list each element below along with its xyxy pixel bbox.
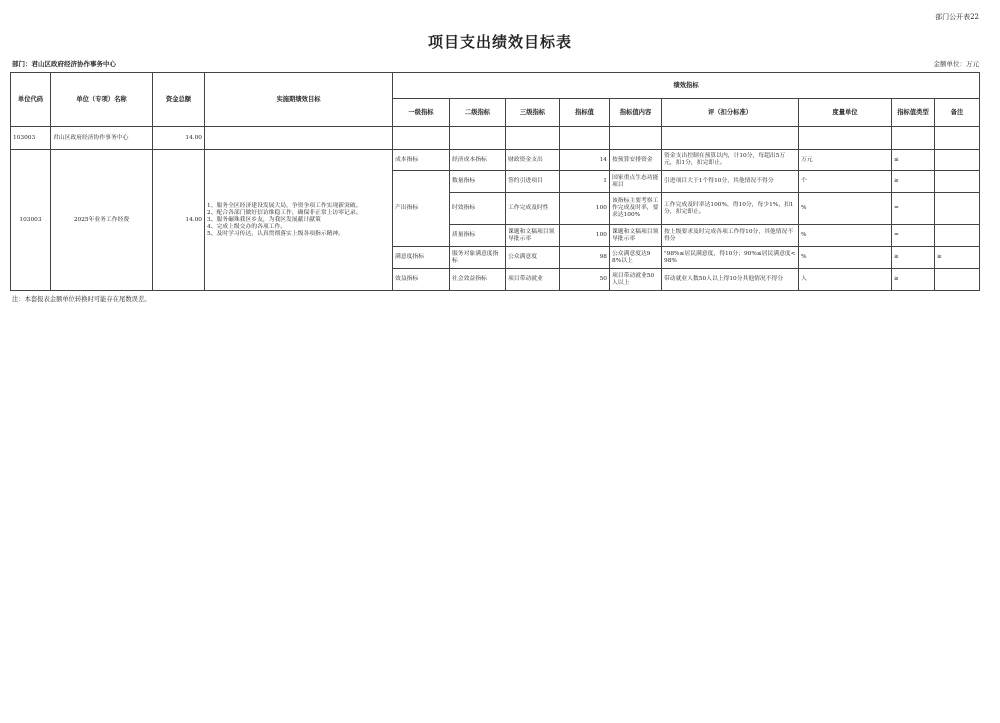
level3-cell: 工作完成及时性 xyxy=(506,193,560,225)
header-goal: 实施期绩效目标 xyxy=(205,73,393,127)
unit-cell: % xyxy=(799,247,892,269)
remark-cell xyxy=(935,150,980,171)
level2-cell: 数量指标 xyxy=(450,171,506,193)
remark-cell: ≥ xyxy=(935,247,980,269)
table-number-label: 部门公开表22 xyxy=(935,13,979,21)
type-cell: = xyxy=(892,193,935,225)
level2-cell: 社会效益指标 xyxy=(450,269,506,291)
goal-line: 1、服务全区经济建设发展大局，争资争项工作实现新突破。 xyxy=(207,202,362,209)
goal-line: 2、配合各部门做好信访维稳工作，确保非正常上访零记录。 xyxy=(207,209,362,216)
header-remark: 备注 xyxy=(935,99,980,127)
value-cell: 14 xyxy=(560,150,610,171)
goal-line: 5、及时学习传达，认真贯彻落实上级各项指示精神。 xyxy=(207,230,345,237)
org-amount: 14.00 xyxy=(153,127,205,150)
header-unit-code: 单位代码 xyxy=(11,73,51,127)
content-cell: 公众满意度达98%以上 xyxy=(610,247,662,269)
level3-cell: 项目带动就业 xyxy=(506,269,560,291)
performance-table xyxy=(10,72,980,291)
level3-cell: 课题和文稿项目领导批示率 xyxy=(506,225,560,247)
header-value-type: 指标值类型 xyxy=(892,99,935,127)
currency-unit-label: 金额单位：万元 xyxy=(933,60,979,68)
page-title: 项目支出绩效目标表 xyxy=(427,33,572,51)
org-name: 君山区政府经济协作事务中心 xyxy=(51,127,153,150)
header-measure-unit: 度量单位 xyxy=(799,99,892,127)
type-cell: ≥ xyxy=(892,269,935,291)
unit-cell: 个 xyxy=(799,171,892,193)
level1-cell: 成本指标 xyxy=(393,150,450,171)
standard-cell: 工作完成及时率达100%，得10分，每少1%，扣1分，扣完即止。 xyxy=(662,193,799,225)
content-cell: 该指标主要考察工作完成及时率，要求达100% xyxy=(610,193,662,225)
footnote: 注：本套报表金额单位转换时可能存在尾数误差。 xyxy=(12,296,151,303)
goal-cell xyxy=(205,150,393,291)
content-cell: 按预算安排资金 xyxy=(610,150,662,171)
remark-cell xyxy=(935,225,980,247)
level3-cell: 财政资金支出 xyxy=(506,150,560,171)
standard-cell: 带动就业人数50人以上得10分其他情况不得分 xyxy=(662,269,799,291)
header-content: 指标值内容 xyxy=(610,99,662,127)
standard-cell: 按上级要求及时完成各项工作得10分，其他情况不得分 xyxy=(662,225,799,247)
unit-cell: % xyxy=(799,225,892,247)
type-cell: ≥ xyxy=(892,247,935,269)
level1-cell: 满意度指标 xyxy=(393,247,450,269)
standard-cell: "98%≤居民满意度，得10分；90%≤居民满意度<98% xyxy=(662,247,799,269)
unit-cell: 人 xyxy=(799,269,892,291)
department-label: 部门：君山区政府经济协作事务中心 xyxy=(12,60,116,68)
value-cell: 100 xyxy=(560,225,610,247)
content-cell: 课题和文稿项目领导批示率 xyxy=(610,225,662,247)
goal-line: 4、完成上级交办的各项工作。 xyxy=(207,223,287,230)
header-level1: 一级指标 xyxy=(393,99,450,127)
header-performance: 绩效指标 xyxy=(393,73,980,99)
value-cell: 98 xyxy=(560,247,610,269)
type-cell: = xyxy=(892,225,935,247)
content-cell: 国家重点生态功能项目 xyxy=(610,171,662,193)
project-name: 2025年业务工作经费 xyxy=(51,150,153,291)
header-standard: 评（扣分标准） xyxy=(662,99,799,127)
table-row xyxy=(11,150,980,171)
org-code: 103003 xyxy=(11,127,51,150)
header-level2: 二级指标 xyxy=(450,99,506,127)
value-cell: 50 xyxy=(560,269,610,291)
level3-cell: 签约引进项目 xyxy=(506,171,560,193)
value-cell: 100 xyxy=(560,193,610,225)
level3-cell: 公众满意度 xyxy=(506,247,560,269)
value-cell: 1 xyxy=(560,171,610,193)
project-code: 103003 xyxy=(11,150,51,291)
goal-line: 3、服务碾珠我区乡友，为我区发展献计献策 xyxy=(207,216,321,223)
unit-cell: % xyxy=(799,193,892,225)
unit-cell: 万元 xyxy=(799,150,892,171)
header-level3: 三级指标 xyxy=(506,99,560,127)
level1-cell: 产出指标 xyxy=(393,171,450,247)
remark-cell xyxy=(935,193,980,225)
type-cell: ≥ xyxy=(892,171,935,193)
level1-cell: 效益指标 xyxy=(393,269,450,291)
level2-cell: 经济成本指标 xyxy=(450,150,506,171)
level2-cell: 质量指标 xyxy=(450,225,506,247)
type-cell: ≤ xyxy=(892,150,935,171)
remark-cell xyxy=(935,269,980,291)
remark-cell xyxy=(935,171,980,193)
standard-cell: 引进项目大于1个得10分，其他情况不得分 xyxy=(662,171,799,193)
header-total-funds: 资金总额 xyxy=(153,73,205,127)
level2-cell: 时效指标 xyxy=(450,193,506,225)
header-unit-name: 单位（专项）名称 xyxy=(51,73,153,127)
level2-cell: 服务对象满意度指标 xyxy=(450,247,506,269)
standard-cell: 资金支出控制在预算以内，计10分，每超出5万元，扣1分，扣完即止。 xyxy=(662,150,799,171)
org-row xyxy=(11,127,980,150)
project-amount: 14.00 xyxy=(153,150,205,291)
header-value: 指标值 xyxy=(560,99,610,127)
content-cell: 项目带动就业50人以上 xyxy=(610,269,662,291)
